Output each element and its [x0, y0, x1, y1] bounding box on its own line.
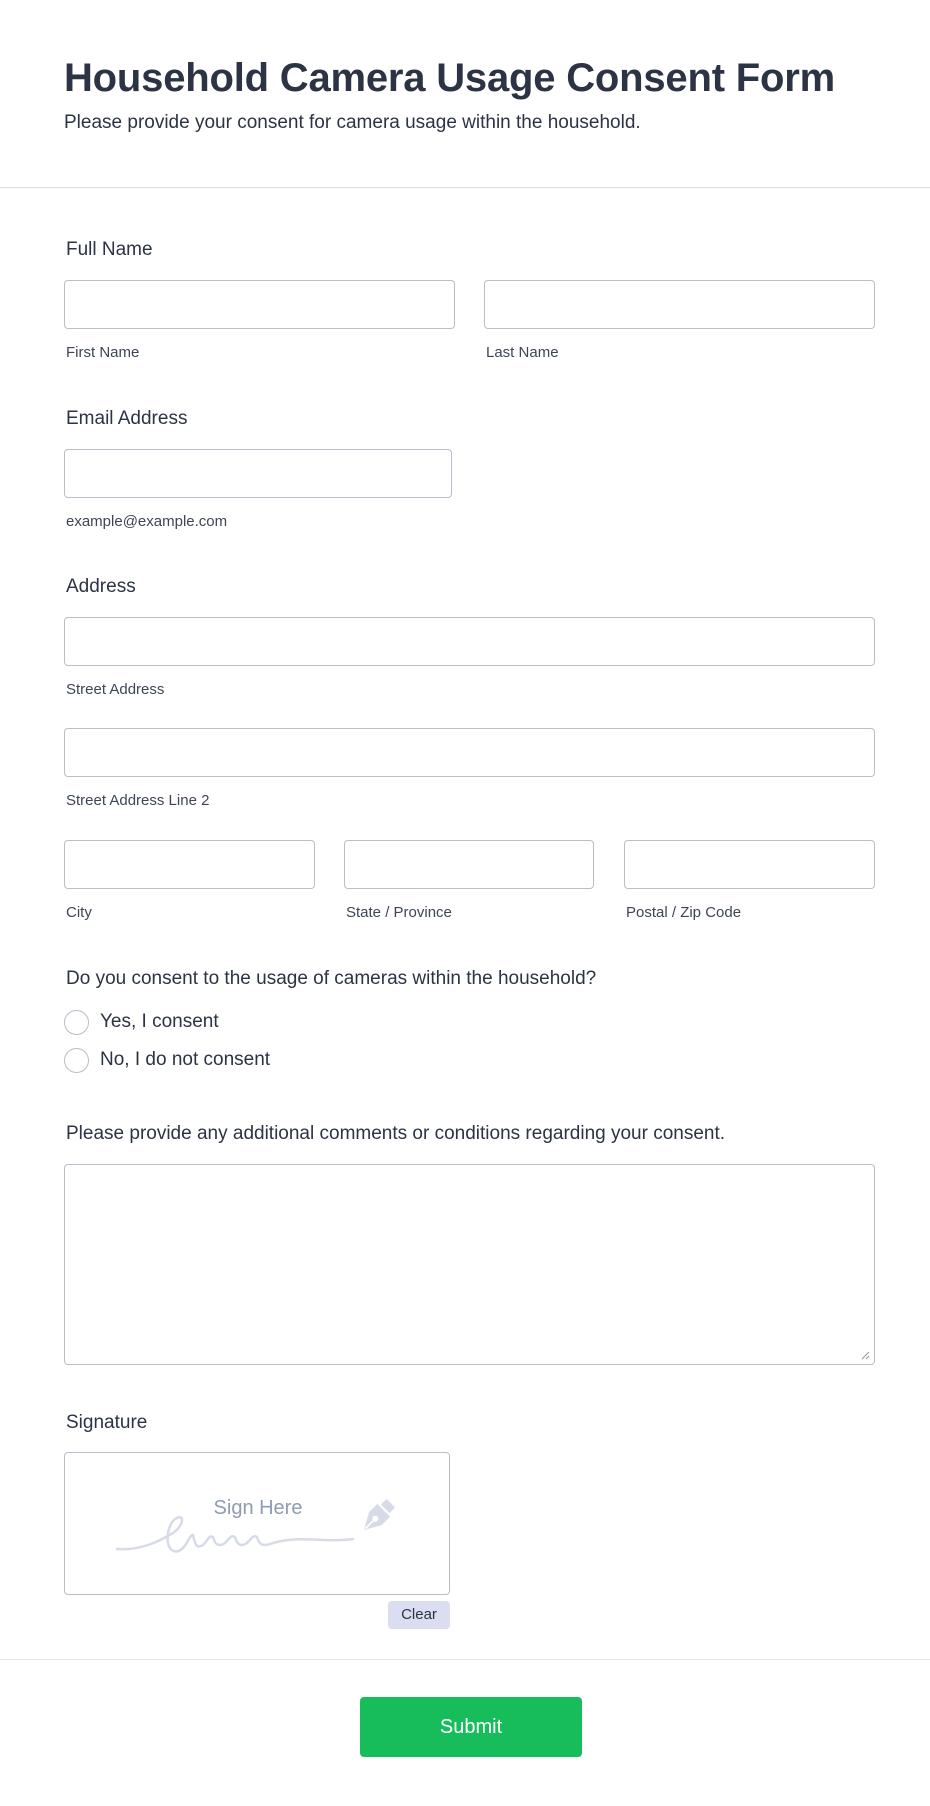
street-address-input[interactable] — [64, 617, 875, 666]
street-address-sublabel: Street Address — [66, 681, 165, 698]
radio-button[interactable] — [64, 1010, 89, 1035]
signature-pad[interactable] — [64, 1452, 450, 1595]
consent-question: Do you consent to the usage of cameras within the household? — [66, 968, 597, 989]
last-name-input[interactable] — [484, 280, 875, 329]
zip-input[interactable] — [624, 840, 875, 889]
consent-option-no[interactable] — [64, 1047, 270, 1073]
signature-placeholder: Sign Here — [213, 1497, 303, 1519]
city-sublabel: City — [66, 904, 92, 921]
clear-signature-button[interactable]: Clear — [388, 1601, 450, 1629]
radio-button[interactable] — [64, 1048, 89, 1073]
state-input[interactable] — [344, 840, 594, 889]
comments-label: Please provide any additional comments or conditions regarding your consent. — [66, 1123, 726, 1144]
street-address-line2-sublabel: Street Address Line 2 — [66, 792, 210, 809]
form-subtitle: Please provide your consent for camera usage within the household. — [64, 112, 641, 133]
first-name-sublabel: First Name — [66, 344, 140, 361]
consent-option-label: Yes, I consent — [100, 1011, 219, 1032]
submit-button[interactable]: Submit — [360, 1697, 582, 1757]
city-input[interactable] — [64, 840, 315, 889]
address-label: Address — [66, 576, 136, 597]
footer-divider — [0, 1659, 930, 1660]
zip-sublabel: Postal / Zip Code — [626, 904, 742, 921]
full-name-label: Full Name — [66, 239, 153, 260]
street-address-line2-input[interactable] — [64, 728, 875, 777]
email-input[interactable] — [64, 449, 452, 498]
form-title: Household Camera Usage Consent Form — [64, 56, 835, 100]
pen-nib-icon — [353, 1495, 399, 1541]
resize-grip-icon[interactable] — [860, 1350, 870, 1360]
email-label: Email Address — [66, 408, 188, 429]
consent-option-label: No, I do not consent — [100, 1049, 271, 1070]
email-sublabel: example@example.com — [66, 513, 228, 530]
state-sublabel: State / Province — [346, 904, 452, 921]
last-name-sublabel: Last Name — [486, 344, 559, 361]
form-header — [0, 0, 930, 188]
first-name-input[interactable] — [64, 280, 455, 329]
consent-option-yes[interactable] — [64, 1009, 219, 1035]
comments-textarea[interactable] — [64, 1164, 875, 1365]
signature-label: Signature — [66, 1412, 148, 1433]
